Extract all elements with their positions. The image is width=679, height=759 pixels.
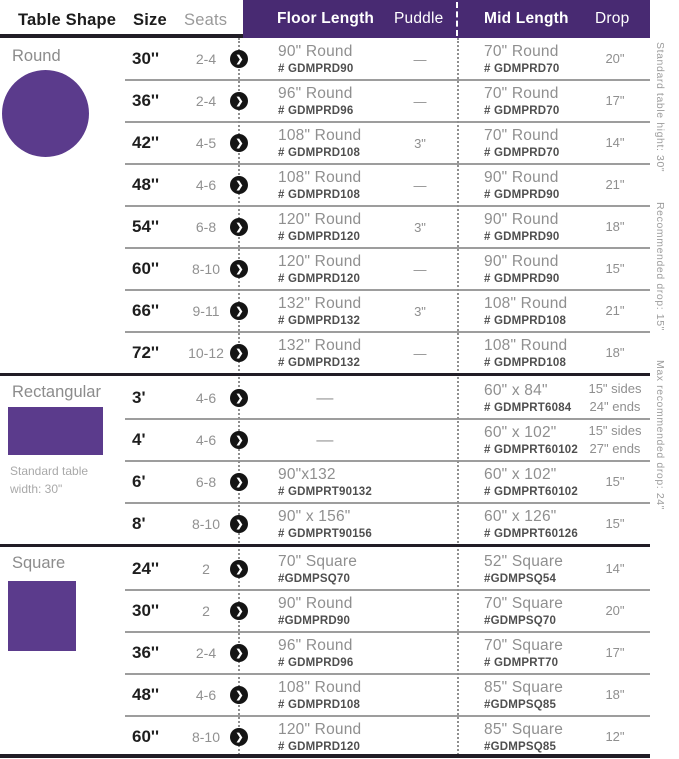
floor-length-cell	[250, 430, 400, 450]
shape-swatch	[2, 70, 89, 157]
mid-length-part-number: # GDMPRD90	[484, 230, 560, 243]
mid-length-part-number: # GDMPRD70	[484, 104, 560, 117]
mid-length-cell	[460, 553, 580, 585]
shape-swatch	[8, 407, 103, 455]
floor-length-value: 108" Round	[278, 679, 362, 697]
floor-length-cell	[250, 553, 400, 585]
mid-length-cell	[460, 211, 580, 243]
column-header-seats: Seats	[184, 11, 228, 29]
divider	[0, 373, 650, 376]
size-value: 8'	[132, 514, 146, 533]
floor-length-value: 90"x132	[278, 466, 336, 484]
puddle-value: —	[413, 261, 427, 277]
mid-length-part-number: # GDMPRT60102	[484, 443, 578, 456]
chevron-right-icon: ❯	[230, 92, 248, 110]
floor-length-value: 90" Round	[278, 595, 353, 613]
size-value: 36''	[132, 643, 159, 662]
size-value: 48''	[132, 685, 159, 704]
chevron-right-icon: ❯	[230, 431, 248, 449]
chevron-right-icon: ❯	[230, 389, 248, 407]
floor-length-cell	[250, 679, 400, 711]
mid-length-part-number: #GDMPSQ70	[484, 614, 557, 627]
mid-length-value: 90" Round	[484, 169, 559, 187]
size-value: 30''	[132, 601, 159, 620]
mid-length-part-number: # GDMPRT60102	[484, 485, 578, 498]
floor-length-part-number: # GDMPRD108	[278, 698, 361, 711]
shape-section	[0, 545, 679, 758]
seats-value: 8-10	[191, 729, 221, 745]
floor-length-value: 120" Round	[278, 721, 362, 739]
mid-length-value: 70" Round	[484, 127, 559, 145]
seats-value: 8-10	[191, 516, 221, 532]
mid-length-value: 108" Round	[484, 295, 568, 313]
size-value: 48''	[132, 175, 159, 194]
drop-value: 18"	[605, 687, 625, 703]
size-value: 54''	[132, 217, 159, 236]
mid-length-value: 90" Round	[484, 211, 559, 229]
mid-length-part-number: # GDMPRD108	[484, 356, 567, 369]
side-note-max-drop: Max recommended drop: 24"	[654, 360, 666, 511]
drop-value: 15"	[605, 474, 625, 490]
floor-length-part-number: # GDMPRT90132	[278, 485, 372, 498]
floor-length-part-number: # GDMPRD120	[278, 740, 361, 753]
floor-length-value: 90" x 156"	[278, 508, 351, 526]
mid-length-value: 108" Round	[484, 337, 568, 355]
column-header-drop: Drop	[595, 10, 630, 27]
mid-length-cell	[460, 127, 580, 159]
floor-length-value: 70" Square	[278, 553, 358, 571]
floor-length-cell	[250, 388, 400, 408]
floor-length-value: 132" Round	[278, 337, 362, 355]
floor-length-part-number: # GDMPRD120	[278, 272, 361, 285]
size-value: 60''	[132, 727, 159, 746]
mid-length-part-number: #GDMPSQ54	[484, 572, 557, 585]
table-row	[0, 632, 679, 674]
table-row	[0, 80, 679, 122]
divider	[0, 754, 650, 758]
floor-length-cell	[250, 295, 400, 327]
column-header-puddle: Puddle	[394, 10, 444, 27]
mid-length-part-number: # GDMPRD90	[484, 272, 560, 285]
shape-section	[0, 38, 679, 374]
floor-length-cell	[250, 337, 400, 369]
size-value: 6'	[132, 472, 146, 491]
mid-length-part-number: # GDMPRD70	[484, 62, 560, 75]
floor-length-cell	[250, 466, 400, 498]
floor-length-cell	[250, 85, 400, 117]
mid-length-part-number: # GDMPRD90	[484, 188, 560, 201]
drop-value: 15" sides 24" ends	[588, 381, 642, 414]
size-value: 72''	[132, 343, 159, 362]
column-header-table-shape: Table Shape	[18, 11, 117, 29]
table-row	[0, 290, 679, 332]
section-label: Rectangular	[12, 383, 101, 401]
chevron-right-icon: ❯	[230, 344, 248, 362]
divider	[456, 2, 458, 36]
mid-length-value: 60" x 84"	[484, 382, 548, 400]
mid-length-cell	[460, 508, 580, 540]
seats-value: 2-4	[195, 645, 217, 661]
section-label: Round	[12, 47, 61, 65]
section-rows	[0, 38, 679, 374]
seats-value: 2-4	[195, 93, 217, 109]
chevron-right-icon: ❯	[230, 302, 248, 320]
floor-length-value: 96" Round	[278, 637, 353, 655]
seats-value: 4-6	[195, 432, 217, 448]
floor-length-value: 90" Round	[278, 43, 353, 61]
floor-length-cell	[250, 721, 400, 753]
floor-length-part-number: # GDMPRT90156	[278, 527, 372, 540]
chevron-right-icon: ❯	[230, 728, 248, 746]
size-value: 42''	[132, 133, 159, 152]
seats-value: 2-4	[195, 51, 217, 67]
table-row	[0, 38, 679, 80]
size-value: 4'	[132, 430, 146, 449]
puddle-value: 3"	[414, 135, 426, 151]
floor-length-value: 108" Round	[278, 127, 362, 145]
mid-length-value: 85" Square	[484, 721, 564, 739]
drop-value: 20"	[605, 603, 625, 619]
puddle-value: —	[413, 93, 427, 109]
column-header-mid-length: Mid Length	[484, 10, 569, 27]
drop-value: 12"	[605, 729, 625, 745]
floor-length-part-number: # GDMPRD108	[278, 146, 361, 159]
seats-value: 6-8	[195, 474, 217, 490]
floor-length-cell	[250, 127, 400, 159]
size-value: 3'	[132, 388, 146, 407]
floor-length-part-number: # GDMPRD132	[278, 314, 361, 327]
floor-length-cell	[250, 508, 400, 540]
drop-value: 21"	[605, 303, 625, 319]
mid-length-value: 90" Round	[484, 253, 559, 271]
mid-length-cell	[460, 637, 580, 669]
column-header-floor-length: Floor Length	[277, 10, 375, 27]
side-note-table-height: Standard table hight: 30"	[654, 42, 666, 173]
mid-length-value: 60" x 126"	[484, 508, 557, 526]
section-note: Standard table width: 30"	[10, 464, 89, 496]
floor-length-value: 120" Round	[278, 253, 362, 271]
drop-value: 21"	[605, 177, 625, 193]
floor-length-value: —	[316, 388, 334, 408]
mid-length-value: 60" x 102"	[484, 424, 557, 442]
section-rows	[0, 548, 679, 758]
size-value: 30''	[132, 49, 159, 68]
floor-length-part-number: #GDMPRD90	[278, 614, 351, 627]
floor-length-value: 120" Round	[278, 211, 362, 229]
size-value: 60''	[132, 259, 159, 278]
side-note	[654, 42, 666, 536]
puddle-value: —	[413, 345, 427, 361]
floor-length-part-number: # GDMPRD120	[278, 230, 361, 243]
mid-length-part-number: # GDMPRD108	[484, 314, 567, 327]
chevron-right-icon: ❯	[230, 134, 248, 152]
puddle-value: 3"	[414, 219, 426, 235]
chevron-right-icon: ❯	[230, 644, 248, 662]
drop-value: 15"	[605, 261, 625, 277]
mid-length-cell	[460, 253, 580, 285]
floor-length-part-number: # GDMPRD132	[278, 356, 361, 369]
drop-value: 14"	[605, 561, 625, 577]
puddle-value: —	[413, 177, 427, 193]
mid-length-value: 70" Round	[484, 85, 559, 103]
shape-swatch	[8, 581, 76, 651]
seats-value: 4-6	[195, 687, 217, 703]
drop-value: 20"	[605, 51, 625, 67]
floor-length-value: 108" Round	[278, 169, 362, 187]
mid-length-cell	[460, 679, 580, 711]
floor-length-cell	[250, 43, 400, 75]
mid-length-cell	[460, 169, 580, 201]
mid-length-value: 70" Round	[484, 43, 559, 61]
table-row	[0, 122, 679, 164]
mid-length-cell	[460, 43, 580, 75]
table-row	[0, 548, 679, 590]
seats-value: 8-10	[191, 261, 221, 277]
mid-length-cell	[460, 337, 580, 369]
seats-value: 9-11	[192, 303, 220, 319]
mid-length-value: 70" Square	[484, 637, 564, 655]
table-body	[0, 38, 679, 758]
table-row	[0, 248, 679, 290]
drop-value: 17"	[605, 93, 625, 109]
chevron-right-icon: ❯	[230, 686, 248, 704]
mid-length-cell	[460, 85, 580, 117]
section-rows	[0, 377, 679, 545]
side-note-recommended-drop: Recommended drop: 15"	[654, 201, 666, 331]
table-row	[0, 674, 679, 716]
divider	[457, 38, 459, 755]
mid-length-part-number: # GDMPRT6084	[484, 401, 572, 414]
drop-value: 17"	[605, 645, 625, 661]
mid-length-cell	[460, 424, 580, 456]
shape-section	[0, 374, 679, 545]
drop-value: 15"	[605, 516, 625, 532]
chevron-right-icon: ❯	[230, 515, 248, 533]
puddle-value: —	[413, 51, 427, 67]
drop-value: 15" sides 27" ends	[588, 423, 642, 456]
floor-length-part-number: #GDMPSQ70	[278, 572, 351, 585]
seats-value: 2	[202, 603, 210, 619]
chevron-right-icon: ❯	[230, 176, 248, 194]
column-header-size: Size	[133, 11, 167, 29]
mid-length-cell	[460, 721, 580, 753]
seats-value: 4-6	[195, 177, 217, 193]
floor-length-value: —	[316, 430, 334, 450]
floor-length-part-number: # GDMPRD108	[278, 188, 361, 201]
table-row	[0, 503, 679, 545]
drop-value: 14"	[605, 135, 625, 151]
chevron-right-icon: ❯	[230, 260, 248, 278]
floor-length-cell	[250, 211, 400, 243]
size-value: 24''	[132, 559, 159, 578]
divider	[0, 544, 650, 547]
puddle-value: 3"	[414, 303, 426, 319]
header-band	[243, 0, 650, 38]
table-row	[0, 164, 679, 206]
mid-length-part-number: # GDMPRD70	[484, 146, 560, 159]
mid-length-part-number: #GDMPSQ85	[484, 740, 557, 753]
table-row	[0, 716, 679, 758]
size-value: 66''	[132, 301, 159, 320]
chevron-right-icon: ❯	[230, 50, 248, 68]
seats-value: 10-12	[188, 345, 224, 361]
floor-length-cell	[250, 595, 400, 627]
floor-length-cell	[250, 169, 400, 201]
table-row	[0, 332, 679, 374]
seats-value: 6-8	[195, 219, 217, 235]
table-row	[0, 590, 679, 632]
mid-length-value: 52" Square	[484, 553, 564, 571]
mid-length-cell	[460, 382, 580, 414]
seats-value: 4-5	[195, 135, 217, 151]
floor-length-part-number: # GDMPRD96	[278, 656, 354, 669]
floor-length-value: 96" Round	[278, 85, 353, 103]
mid-length-part-number: # GDMPRT60126	[484, 527, 578, 540]
seats-value: 4-6	[195, 390, 217, 406]
mid-length-value: 85" Square	[484, 679, 564, 697]
drop-value: 18"	[605, 219, 625, 235]
section-label: Square	[12, 554, 66, 572]
floor-length-part-number: # GDMPRD90	[278, 62, 354, 75]
mid-length-part-number: #GDMPSQ85	[484, 698, 557, 711]
chevron-right-icon: ❯	[230, 218, 248, 236]
floor-length-cell	[250, 253, 400, 285]
drop-value: 18"	[605, 345, 625, 361]
mid-length-cell	[460, 295, 580, 327]
floor-length-value: 132" Round	[278, 295, 362, 313]
floor-length-part-number: # GDMPRD96	[278, 104, 354, 117]
mid-length-value: 60" x 102"	[484, 466, 557, 484]
size-value: 36''	[132, 91, 159, 110]
mid-length-cell	[460, 595, 580, 627]
floor-length-cell	[250, 637, 400, 669]
chevron-right-icon: ❯	[230, 602, 248, 620]
mid-length-part-number: # GDMPRT70	[484, 656, 559, 669]
mid-length-cell	[460, 466, 580, 498]
seats-value: 2	[202, 561, 210, 577]
mid-length-value: 70" Square	[484, 595, 564, 613]
chevron-right-icon: ❯	[230, 473, 248, 491]
chevron-right-icon: ❯	[230, 560, 248, 578]
table-row	[0, 206, 679, 248]
